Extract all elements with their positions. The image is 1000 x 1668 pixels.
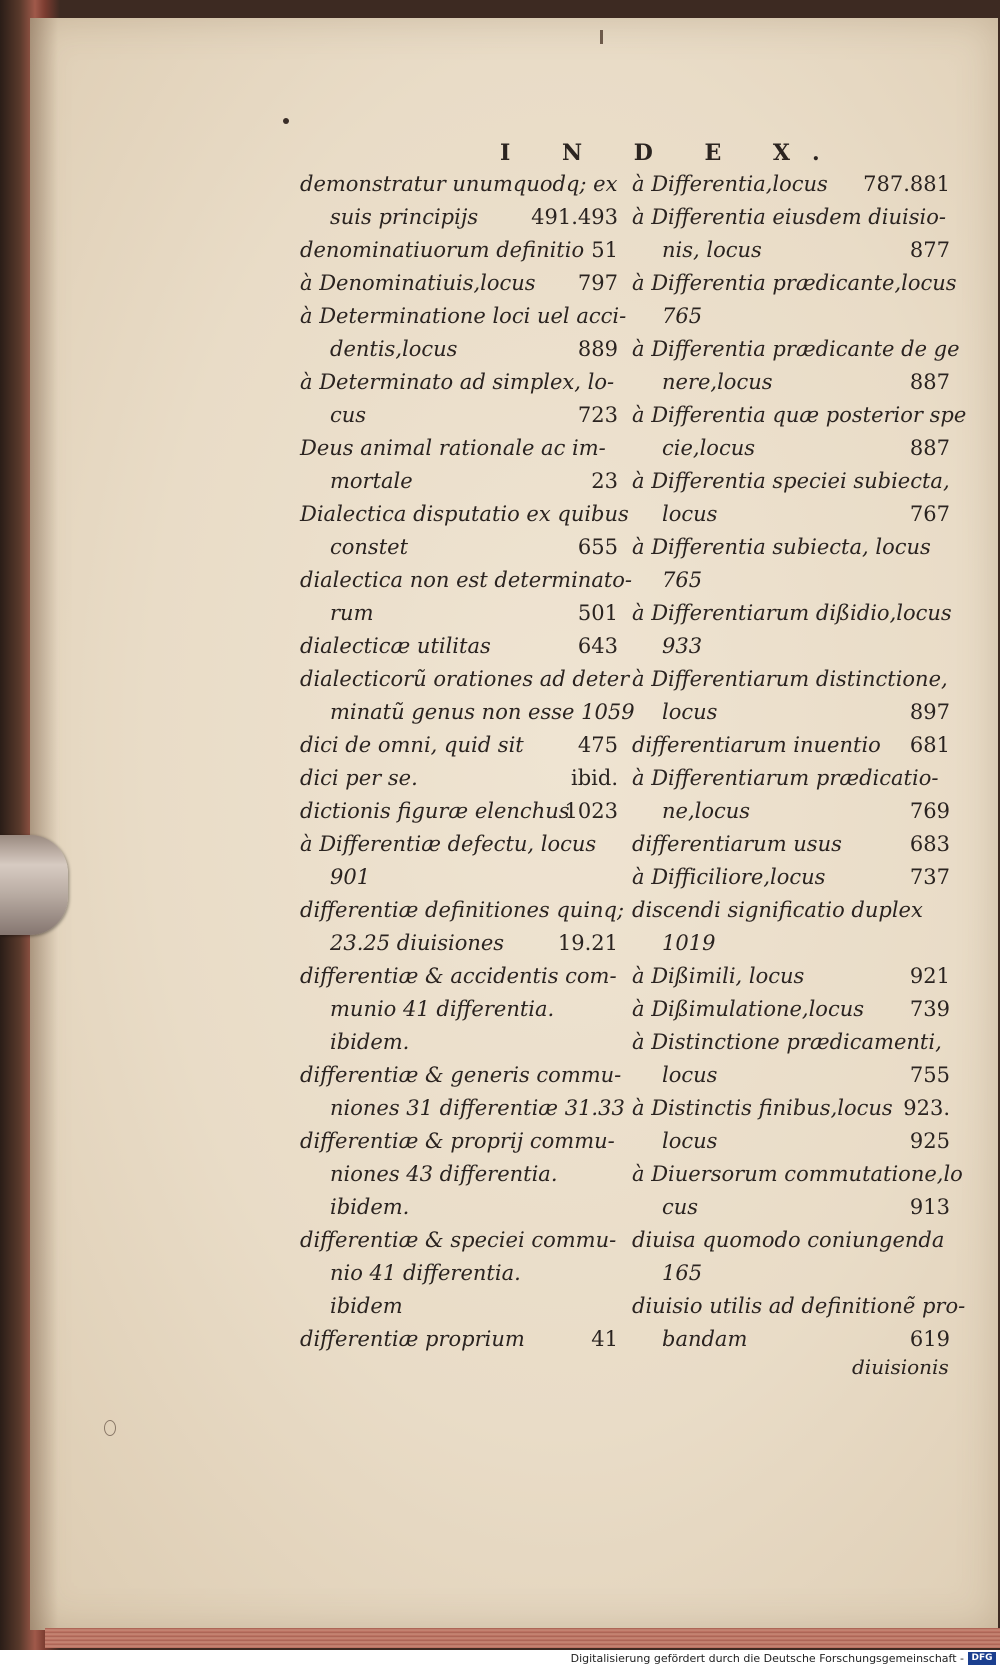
index-entry-text: 23.25 diuisiones — [330, 931, 505, 955]
page-edges — [45, 1628, 1000, 1648]
index-column-left — [300, 168, 635, 1356]
index-entry-text: dialecticorũ orationes ad deter — [300, 667, 630, 691]
index-page-number: 921 — [909, 964, 950, 988]
index-entry-text: mortale — [330, 469, 413, 493]
index-entry-line — [632, 927, 950, 960]
index-entry-line — [632, 498, 950, 531]
index-entry-line — [300, 1059, 622, 1092]
index-page-number: 501 — [577, 601, 618, 625]
index-entry-line — [300, 630, 618, 663]
index-entry-text: discendi significatio duplex — [632, 898, 923, 922]
index-entry-text: diuisa quomodo coniungenda — [632, 1228, 945, 1252]
index-entry-line — [632, 168, 950, 201]
index-entry-line — [300, 729, 618, 762]
index-entry-line — [300, 663, 630, 696]
index-page-number: 619 — [909, 1327, 950, 1351]
index-entry-text: nere,locus — [662, 370, 773, 394]
index-entry-text: dialectica non est determinato- — [300, 568, 633, 592]
index-entry-text: à Differentia,locus — [632, 172, 828, 196]
index-entry-line — [632, 597, 950, 630]
index-entry-text: à Differentia speciei subiecta, — [632, 469, 950, 493]
index-entry-line — [300, 465, 618, 498]
index-entry-line — [632, 201, 950, 234]
index-entry-text: dialecticæ utilitas — [300, 634, 491, 658]
index-entry-line — [300, 1026, 618, 1059]
index-entry-text: niones 43 differentia. — [330, 1162, 558, 1186]
index-entry-line — [300, 828, 618, 861]
index-entry-text: differentiæ proprium — [300, 1327, 525, 1351]
index-entry-text: differentiæ & accidentis com- — [300, 964, 617, 988]
index-entry-line — [300, 1257, 618, 1290]
paper-mark — [600, 30, 603, 44]
index-entry-line — [632, 696, 950, 729]
index-entry-line — [300, 267, 618, 300]
index-page-number: 51 — [591, 238, 618, 262]
index-entry-line — [300, 1224, 618, 1257]
index-page-number: 755 — [909, 1063, 950, 1087]
index-entry-line — [632, 630, 950, 663]
index-entry-line — [632, 432, 950, 465]
index-entry-text: à Diuersorum commutatione,lo — [632, 1162, 963, 1186]
index-entry-text: à Difficiliore,locus — [632, 865, 826, 889]
index-entry-text: 165 — [662, 1261, 703, 1285]
index-entry-line — [300, 300, 627, 333]
index-entry-text: nio 41 differentia. — [330, 1261, 521, 1285]
index-entry-text: 765 — [662, 568, 703, 592]
index-page-number: 887 — [909, 436, 950, 460]
index-entry-line — [632, 663, 950, 696]
index-entry-text: bandam — [662, 1327, 748, 1351]
index-entry-line — [632, 267, 957, 300]
index-entry-line — [300, 696, 635, 729]
index-entry-text: differentiæ definitiones quinq; — [300, 898, 625, 922]
index-entry-line — [632, 531, 950, 564]
index-entry-line — [300, 894, 625, 927]
index-entry-line — [632, 1158, 963, 1191]
index-entry-line — [632, 1026, 950, 1059]
index-entry-line — [632, 795, 950, 828]
index-entry-text: ibidem. — [330, 1195, 410, 1219]
index-entry-text: à Dißimulatione,locus — [632, 997, 865, 1021]
index-entry-text: à Differentiarum prædicatio- — [632, 766, 939, 790]
index-entry-line — [632, 465, 950, 498]
index-entry-line — [300, 762, 618, 795]
index-entry-text: à Differentiarum distinctione, — [632, 667, 948, 691]
index-entry-line — [632, 1224, 950, 1257]
index-page-number: 19.21 — [557, 931, 618, 955]
index-page-number: 923. — [903, 1096, 950, 1120]
index-entry-text: locus — [662, 502, 718, 526]
index-page-number: 767 — [909, 502, 950, 526]
index-entry-text: 765 — [662, 304, 703, 328]
index-page-number: 1023 — [564, 799, 618, 823]
footer-credit: Digitalisierung gefördert durch die Deutsche Forschungsgemeinschaft - — [570, 1652, 964, 1665]
dfg-logo: DFG — [968, 1652, 996, 1665]
index-entry-line — [632, 729, 950, 762]
index-entry-line — [300, 597, 618, 630]
index-entry-line — [632, 993, 950, 1026]
gutter-shadow — [30, 18, 58, 1630]
index-column-right — [632, 168, 967, 1356]
index-page-number: 877 — [909, 238, 950, 262]
index-entry-line — [632, 399, 967, 432]
index-entry-text: niones 31 differentiæ 31.33 — [330, 1096, 625, 1120]
index-entry-line — [300, 1290, 618, 1323]
index-entry-text: 1019 — [662, 931, 716, 955]
index-entry-line — [632, 300, 950, 333]
index-entry-line — [300, 168, 618, 201]
index-entry-text: ne,locus — [662, 799, 751, 823]
index-entry-text: 933 — [662, 634, 703, 658]
index-entry-text: à Differentiæ defectu, locus — [300, 832, 597, 856]
page-clip — [0, 835, 68, 935]
index-entry-text: locus — [662, 1129, 718, 1153]
running-head: I N D E X. — [500, 140, 842, 166]
paper-stain — [104, 1420, 116, 1436]
index-entry-line — [300, 399, 618, 432]
index-entry-line — [300, 564, 633, 597]
index-entry-text: à Distinctis finibus,locus — [632, 1096, 893, 1120]
index-page-number: 655 — [577, 535, 618, 559]
index-entry-text: demonstratur unumquodq; ex — [300, 172, 618, 196]
index-page-number: 787.881 — [863, 172, 950, 196]
index-page-number: 913 — [909, 1195, 950, 1219]
index-entry-text: ibidem. — [330, 1030, 410, 1054]
digitization-footer — [0, 1650, 1000, 1668]
index-entry-text: à Determinatione loci uel acci- — [300, 304, 627, 328]
index-entry-line — [300, 333, 618, 366]
index-entry-text: munio 41 differentia. — [330, 997, 555, 1021]
index-entry-text: à Differentia prædicante de ge — [632, 337, 960, 361]
index-entry-text: à Denominatiuis,locus — [300, 271, 536, 295]
index-entry-text: constet — [330, 535, 409, 559]
index-entry-line — [300, 1158, 618, 1191]
index-entry-line — [300, 861, 618, 894]
index-entry-line — [300, 234, 618, 267]
index-entry-line — [300, 1092, 625, 1125]
index-entry-line — [632, 1092, 950, 1125]
index-entry-line — [632, 894, 950, 927]
index-page-number: 897 — [909, 700, 950, 724]
index-entry-text: à Determinato ad simplex, lo- — [300, 370, 615, 394]
index-entry-text: differentiæ & speciei commu- — [300, 1228, 617, 1252]
index-entry-line — [632, 366, 950, 399]
index-entry-text: dictionis figuræ elenchus — [300, 799, 570, 823]
index-entry-text: denominatiuorum definitio — [300, 238, 585, 262]
index-page-number: 475 — [577, 733, 618, 757]
index-entry-text: locus — [662, 700, 718, 724]
index-entry-line — [300, 1191, 618, 1224]
index-page-number: 889 — [577, 337, 618, 361]
index-page-number: ibid. — [571, 766, 618, 790]
index-entry-line — [300, 960, 618, 993]
index-entry-line — [300, 531, 618, 564]
index-entry-line — [632, 960, 950, 993]
index-entry-line — [632, 1059, 950, 1092]
index-entry-line — [300, 927, 618, 960]
index-entry-line — [632, 828, 950, 861]
index-page-number: 41 — [591, 1327, 618, 1351]
index-entry-line — [632, 1290, 966, 1323]
index-entry-line — [300, 1125, 618, 1158]
index-page-number: 887 — [909, 370, 950, 394]
index-entry-line — [632, 1257, 950, 1290]
index-entry-text: minatũ genus non esse 1059 — [330, 700, 635, 724]
ink-spot — [283, 118, 289, 124]
index-entry-line — [300, 201, 618, 234]
index-entry-line — [632, 333, 960, 366]
index-entry-text: cie,locus — [662, 436, 756, 460]
index-entry-text: à Differentiarum dißidio,locus — [632, 601, 952, 625]
index-entry-text: Deus animal rationale ac im- — [300, 436, 606, 460]
index-entry-line — [300, 795, 618, 828]
index-entry-text: differentiarum inuentio — [632, 733, 881, 757]
index-entry-line — [632, 861, 950, 894]
index-entry-line — [300, 1323, 618, 1356]
index-page-number: 739 — [909, 997, 950, 1021]
index-entry-text: locus — [662, 1063, 718, 1087]
index-entry-text: à Differentia prædicante,locus — [632, 271, 957, 295]
index-entry-line — [300, 366, 618, 399]
index-entry-line — [632, 1125, 950, 1158]
index-entry-text: differentiæ & generis commu- — [300, 1063, 622, 1087]
index-entry-text: Dialectica disputatio ex quibus — [300, 502, 629, 526]
index-entry-text: à Differentia quæ posterior spe — [632, 403, 967, 427]
index-entry-text: à Distinctione prædicamenti, — [632, 1030, 942, 1054]
index-entry-line — [300, 498, 629, 531]
index-entry-text: à Differentia eiusdem diuisio- — [632, 205, 946, 229]
index-page-number: 769 — [909, 799, 950, 823]
index-page-number: 737 — [909, 865, 950, 889]
index-entry-text: rum — [330, 601, 374, 625]
index-entry-text: dentis,locus — [330, 337, 458, 361]
index-entry-text: dici per se. — [300, 766, 418, 790]
index-entry-line — [632, 762, 950, 795]
index-page-number: 491.493 — [531, 205, 618, 229]
index-page-number: 683 — [909, 832, 950, 856]
index-entry-text: nis, locus — [662, 238, 762, 262]
index-entry-text: cus — [330, 403, 367, 427]
index-entry-line — [632, 564, 950, 597]
index-entry-text: à Differentia subiecta, locus — [632, 535, 931, 559]
index-entry-text: à Dißimili, locus — [632, 964, 805, 988]
index-entry-line — [300, 432, 618, 465]
index-entry-line — [300, 993, 618, 1026]
index-entry-text: diuisio utilis ad definitionẽ pro- — [632, 1294, 966, 1318]
catchword: diuisionis — [852, 1355, 949, 1379]
index-entry-text: differentiæ & proprij commu- — [300, 1129, 615, 1153]
index-entry-text: ibidem — [330, 1294, 403, 1318]
index-page-number: 925 — [909, 1129, 950, 1153]
index-page-number: 681 — [909, 733, 950, 757]
index-entry-line — [632, 1191, 950, 1224]
index-entry-text: dici de omni, quid sit — [300, 733, 524, 757]
index-entry-text: differentiarum usus — [632, 832, 842, 856]
index-page-number: 23 — [591, 469, 618, 493]
index-page-number: 643 — [577, 634, 618, 658]
index-entry-line — [632, 234, 950, 267]
index-page-number: 797 — [577, 271, 618, 295]
index-entry-line — [632, 1323, 950, 1356]
index-entry-text: cus — [662, 1195, 699, 1219]
index-page-number: 723 — [577, 403, 618, 427]
index-entry-text: suis principijs — [330, 205, 479, 229]
index-entry-text: 901 — [330, 865, 371, 889]
